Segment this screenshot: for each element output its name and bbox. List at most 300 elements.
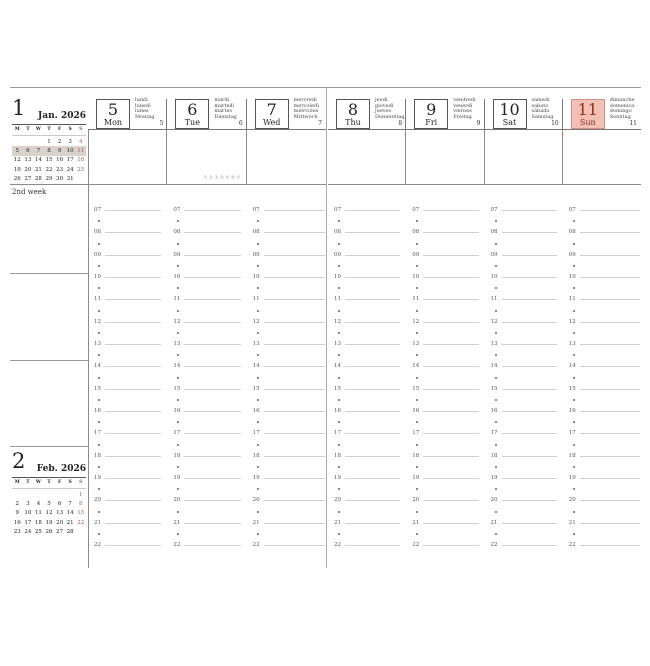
day-name-translation: giovedì — [375, 102, 394, 109]
hour-label: 20 — [568, 497, 576, 504]
half-hour-dot — [257, 220, 259, 222]
hour-label: 19 — [173, 474, 181, 481]
hour-label: 16 — [252, 407, 260, 414]
hour-line — [502, 344, 557, 345]
calendar-day-cell: 24 — [24, 528, 32, 535]
hour-line — [580, 322, 640, 323]
half-hour-dot — [573, 421, 575, 423]
notes-area — [328, 130, 406, 185]
day-number-box — [571, 99, 605, 129]
hour-line — [580, 389, 640, 390]
hour-line — [502, 299, 557, 300]
half-hour-dot — [495, 399, 497, 401]
hour-label: 20 — [412, 497, 420, 504]
hour-label: 14 — [568, 363, 576, 370]
hour-line — [502, 411, 557, 412]
calendar-day-cell: 4 — [36, 500, 41, 507]
half-hour-dot — [257, 466, 259, 468]
hour-label: 07 — [412, 207, 420, 213]
weekday-header-row — [12, 480, 86, 485]
half-hour-dot — [98, 354, 100, 356]
day-abbreviation: Sat — [502, 118, 517, 127]
hour-label: 20 — [334, 497, 341, 504]
hour-label: 16 — [490, 407, 498, 414]
calendar-day-cell: 13 — [24, 157, 32, 164]
half-hour-dot — [495, 511, 497, 513]
hour-label: 20 — [94, 497, 101, 504]
hour-line — [423, 232, 478, 233]
half-hour-dot — [573, 377, 575, 379]
half-hour-dot — [338, 287, 340, 289]
hour-label: 21 — [173, 519, 181, 526]
half-hour-dot — [98, 421, 100, 423]
weekday-letter: S — [68, 480, 72, 485]
half-hour-dot — [257, 310, 259, 312]
hour-label: 08 — [568, 229, 576, 236]
hour-label: 17 — [334, 430, 341, 437]
day-name-translation: lunes — [135, 108, 149, 115]
hour-line — [264, 366, 325, 367]
sidebar-divider-line — [10, 360, 88, 361]
calendar-week-row — [12, 509, 86, 518]
half-hour-dot — [338, 265, 340, 267]
hour-line — [184, 344, 240, 345]
hour-line — [423, 411, 478, 412]
hour-label: 12 — [94, 318, 101, 325]
calendar-day-cell: 12 — [45, 510, 53, 517]
hour-line — [184, 277, 240, 278]
hour-line — [264, 232, 325, 233]
half-hour-dot — [416, 377, 418, 379]
weekday-letter: M — [14, 127, 20, 132]
calendar-day-cell: 8 — [47, 147, 51, 154]
half-hour-dot — [177, 243, 179, 245]
day-date-small: 8 — [398, 120, 403, 127]
half-hour-dot — [573, 265, 575, 267]
hour-line — [502, 433, 557, 434]
half-hour-dot — [416, 466, 418, 468]
half-hour-dot — [98, 265, 100, 267]
hour-label: 12 — [490, 318, 498, 325]
hour-line — [184, 456, 240, 457]
day-number: 7 — [266, 100, 277, 119]
hour-line — [502, 232, 557, 233]
hour-label: 17 — [412, 430, 420, 437]
hour-label: 11 — [412, 296, 420, 303]
hour-label: 12 — [334, 318, 341, 325]
hour-label: 18 — [252, 452, 260, 459]
day-name-translation: domenica — [609, 102, 635, 109]
multilingual-day-names — [294, 98, 319, 120]
half-hour-dot — [257, 265, 259, 267]
multilingual-day-names — [610, 98, 635, 120]
notes-area — [485, 130, 563, 185]
calendar-week-row — [12, 527, 86, 536]
hour-label: 20 — [252, 497, 260, 504]
hour-label: 19 — [568, 474, 576, 481]
calendar-day-cell: 21 — [66, 519, 74, 526]
half-hour-dot — [338, 243, 340, 245]
half-hour-dot — [177, 533, 179, 535]
hour-line — [502, 545, 557, 546]
day-date-small: 10 — [551, 120, 559, 127]
hour-grid — [485, 185, 563, 568]
half-hour-dot — [338, 421, 340, 423]
half-hour-dot — [573, 511, 575, 513]
half-hour-dot — [177, 354, 179, 356]
hour-line — [345, 478, 400, 479]
hour-label: 18 — [334, 452, 341, 459]
hour-line — [423, 344, 478, 345]
multilingual-day-names — [135, 98, 155, 120]
hour-line — [345, 299, 400, 300]
hour-label: 12 — [568, 318, 576, 325]
mini-calendar-february — [10, 449, 88, 543]
hour-grid — [328, 185, 406, 568]
calendar-day-cell: 3 — [68, 138, 72, 145]
half-hour-dot — [495, 310, 497, 312]
calendar-day-cell: 2 — [57, 138, 62, 145]
hour-label: 10 — [94, 273, 101, 280]
calendar-day-cell: 27 — [56, 528, 64, 535]
hour-line — [264, 299, 325, 300]
day-abbreviation: Thu — [345, 118, 361, 127]
calendar-week-row — [12, 156, 86, 165]
half-hour-dot — [416, 444, 418, 446]
half-hour-dot — [98, 399, 100, 401]
hour-line — [345, 322, 400, 323]
notes-area — [563, 130, 641, 185]
hour-line — [345, 389, 400, 390]
weekday-header-rule — [12, 135, 86, 136]
day-name-translation: venerdì — [453, 102, 473, 109]
hour-label: 21 — [252, 519, 260, 526]
hour-line — [184, 433, 240, 434]
half-hour-dot — [416, 421, 418, 423]
half-hour-dot — [257, 377, 259, 379]
hour-line — [502, 523, 557, 524]
calendar-day-cell: 26 — [45, 528, 53, 535]
half-hour-dot — [573, 466, 575, 468]
half-hour-dot — [257, 444, 259, 446]
hour-line — [184, 232, 240, 233]
half-hour-dot — [338, 511, 340, 513]
half-hour-dot — [177, 444, 179, 446]
hour-grid — [247, 185, 326, 568]
hour-line — [264, 277, 325, 278]
day-number-box — [175, 99, 209, 129]
half-hour-dot — [257, 421, 259, 423]
half-hour-dot — [495, 377, 497, 379]
day-number-box — [493, 99, 527, 129]
calendar-day-cell: 15 — [77, 510, 85, 517]
half-hour-dot — [338, 220, 340, 222]
hour-line — [184, 255, 240, 256]
hour-line — [105, 456, 161, 457]
half-hour-dot — [416, 511, 418, 513]
day-name-translation: martes — [214, 108, 232, 115]
half-hour-dot — [257, 488, 259, 490]
hour-line — [580, 456, 640, 457]
half-hour-dot — [177, 220, 179, 222]
day-header — [485, 87, 563, 130]
hour-line — [264, 210, 325, 211]
half-hour-dot — [416, 287, 418, 289]
day-column-tue — [167, 87, 246, 568]
calendar-title-rule — [12, 124, 86, 125]
hour-line — [423, 478, 478, 479]
half-hour-dot — [495, 265, 497, 267]
calendar-day-cell: 17 — [66, 157, 74, 164]
day-name-translation: Montag — [135, 113, 155, 120]
hour-label: 17 — [568, 430, 576, 437]
hour-label: 20 — [173, 497, 181, 504]
multilingual-day-names — [375, 98, 405, 120]
calendar-week-row — [12, 137, 86, 146]
day-date-small: 7 — [318, 120, 322, 127]
day-name-translation: domingo — [609, 108, 632, 115]
sidebar — [10, 87, 88, 568]
hour-line — [423, 255, 478, 256]
hour-label: 16 — [412, 407, 420, 414]
weekday-letter: W — [35, 480, 41, 485]
calendar-week-row — [12, 165, 86, 174]
calendar-day-cell: 22 — [77, 519, 85, 526]
hour-label: 16 — [94, 407, 101, 414]
half-hour-dot — [416, 354, 418, 356]
hour-label: 11 — [252, 296, 260, 303]
day-abbreviation: Tue — [184, 118, 200, 127]
hour-label: 20 — [490, 497, 498, 504]
hour-label: 16 — [173, 407, 181, 414]
weekday-letter: M — [14, 480, 20, 485]
hour-line — [423, 433, 478, 434]
day-name-translation: jeudi — [375, 97, 388, 103]
calendar-day-cell: 29 — [45, 175, 53, 182]
day-column-wed — [247, 87, 326, 568]
calendar-day-cell: 5 — [47, 500, 51, 507]
weekday-letter: W — [35, 127, 41, 132]
calendar-day-cell: 1 — [79, 491, 83, 498]
day-name-translation: Mittwoch — [293, 113, 318, 120]
hour-line — [423, 366, 478, 367]
hour-line — [105, 433, 161, 434]
half-hour-dot — [98, 332, 100, 334]
hour-line — [105, 322, 161, 323]
calendar-week-row — [12, 518, 86, 527]
hour-line — [502, 478, 557, 479]
day-number-box — [96, 99, 130, 129]
hour-label: 09 — [94, 251, 101, 258]
hour-label: 12 — [412, 318, 420, 325]
hour-line — [423, 389, 478, 390]
hour-label: 07 — [490, 207, 498, 213]
hour-label: 08 — [334, 229, 341, 236]
hour-label: 13 — [412, 340, 420, 347]
sidebar-divider-line — [10, 273, 88, 274]
calendar-day-cell: 19 — [45, 519, 53, 526]
calendar-date-grid — [12, 137, 86, 183]
hour-label: 18 — [490, 452, 498, 459]
calendar-day-cell: 30 — [56, 175, 64, 182]
calendar-day-cell: 24 — [66, 166, 74, 173]
hour-line — [105, 545, 161, 546]
hour-line — [580, 232, 640, 233]
hour-line — [105, 277, 161, 278]
day-header — [88, 87, 167, 130]
calendar-day-cell: 19 — [13, 166, 21, 173]
transfer-marks-icons: ①②③④⑤⑥⑦ — [203, 175, 242, 181]
half-hour-dot — [177, 466, 179, 468]
hour-line — [264, 478, 325, 479]
day-column-sun — [563, 87, 641, 568]
hour-line — [345, 210, 400, 211]
calendar-week-row — [12, 490, 86, 499]
month-number: 1 — [12, 96, 26, 120]
multilingual-day-names — [532, 98, 554, 120]
hour-label: 15 — [173, 385, 181, 392]
day-name-translation: Freitag — [453, 113, 472, 120]
hour-line — [264, 389, 325, 390]
hour-label: 17 — [252, 430, 260, 437]
hour-label: 09 — [173, 251, 181, 258]
hour-label: 14 — [490, 363, 498, 370]
weekday-letter: S — [68, 127, 72, 132]
half-hour-dot — [416, 332, 418, 334]
weekday-letter: T — [26, 480, 30, 485]
hour-label: 19 — [334, 474, 341, 481]
hour-line — [184, 478, 240, 479]
hour-line — [580, 299, 640, 300]
hour-label: 16 — [334, 407, 341, 414]
hour-label: 18 — [94, 452, 101, 459]
half-hour-dot — [257, 243, 259, 245]
half-hour-dot — [573, 533, 575, 535]
day-header — [406, 87, 484, 130]
weekday-letter: T — [47, 480, 51, 485]
hour-label: 10 — [334, 273, 341, 280]
left-page — [88, 87, 326, 568]
hour-label: 19 — [94, 474, 101, 481]
hour-label: 19 — [252, 474, 260, 481]
hour-label: 22 — [252, 541, 260, 548]
hour-label: 07 — [252, 207, 260, 213]
half-hour-dot — [177, 421, 179, 423]
day-abbreviation: Wed — [262, 118, 281, 127]
hour-label: 09 — [334, 251, 341, 258]
half-hour-dot — [177, 488, 179, 490]
hour-label: 14 — [94, 363, 101, 370]
calendar-day-cell: 31 — [66, 175, 74, 182]
half-hour-dot — [98, 488, 100, 490]
hour-line — [580, 411, 640, 412]
half-hour-dot — [338, 332, 340, 334]
half-hour-dot — [495, 488, 497, 490]
hour-label: 09 — [412, 251, 420, 258]
hour-line — [184, 366, 240, 367]
day-number: 11 — [577, 100, 598, 119]
hour-line — [345, 523, 400, 524]
hour-line — [264, 411, 325, 412]
hour-label: 21 — [490, 519, 498, 526]
hour-label: 10 — [252, 273, 260, 280]
hour-line — [580, 366, 640, 367]
hour-label: 18 — [412, 452, 420, 459]
hour-label: 21 — [334, 519, 341, 526]
half-hour-dot — [573, 399, 575, 401]
hour-grid — [88, 185, 167, 568]
hour-label: 14 — [173, 363, 181, 370]
hour-label: 09 — [252, 251, 260, 258]
hour-line — [345, 545, 400, 546]
month-number: 2 — [12, 449, 26, 473]
calendar-day-cell: 23 — [56, 166, 64, 173]
hour-label: 07 — [334, 207, 341, 213]
notes-area — [247, 130, 326, 185]
calendar-day-cell: 9 — [57, 147, 62, 154]
calendar-day-cell: 20 — [56, 519, 64, 526]
hour-label: 13 — [94, 340, 101, 347]
half-hour-dot — [573, 287, 575, 289]
hour-line — [184, 389, 240, 390]
day-name-translation: dimanche — [609, 97, 635, 103]
calendar-day-cell: 8 — [79, 500, 83, 507]
calendar-day-cell: 16 — [56, 157, 64, 164]
weekday-letter: S — [79, 480, 83, 485]
hour-line — [345, 366, 400, 367]
half-hour-dot — [573, 310, 575, 312]
half-hour-dot — [257, 511, 259, 513]
hour-label: 18 — [568, 452, 576, 459]
day-column-mon — [88, 87, 167, 568]
day-name-translation: sabato — [531, 102, 549, 109]
half-hour-dot — [98, 533, 100, 535]
hour-line — [580, 344, 640, 345]
current-week-row — [12, 146, 86, 155]
hour-label: 17 — [94, 430, 101, 437]
hour-label: 11 — [490, 296, 498, 303]
day-date-small: 9 — [476, 120, 481, 127]
hour-label: 22 — [568, 541, 576, 548]
hour-line — [580, 433, 640, 434]
weekday-letter: F — [58, 480, 62, 485]
hour-line — [264, 545, 325, 546]
hour-label: 08 — [490, 229, 498, 236]
half-hour-dot — [257, 399, 259, 401]
hour-line — [264, 433, 325, 434]
calendar-day-cell: 27 — [24, 175, 32, 182]
half-hour-dot — [573, 444, 575, 446]
half-hour-dot — [257, 354, 259, 356]
hour-line — [105, 255, 161, 256]
calendar-day-cell: 20 — [24, 166, 32, 173]
right-page — [328, 87, 641, 568]
hour-line — [502, 389, 557, 390]
half-hour-dot — [177, 511, 179, 513]
day-name-translation: sábado — [531, 108, 550, 115]
hour-label: 10 — [173, 273, 181, 280]
hour-line — [423, 322, 478, 323]
half-hour-dot — [416, 220, 418, 222]
hour-label: 15 — [412, 385, 420, 392]
hour-label: 11 — [94, 296, 101, 303]
hour-line — [580, 255, 640, 256]
hour-line — [502, 500, 557, 501]
mini-calendar-january — [10, 96, 88, 190]
hour-line — [345, 232, 400, 233]
hour-label: 10 — [412, 273, 420, 280]
hour-line — [184, 299, 240, 300]
